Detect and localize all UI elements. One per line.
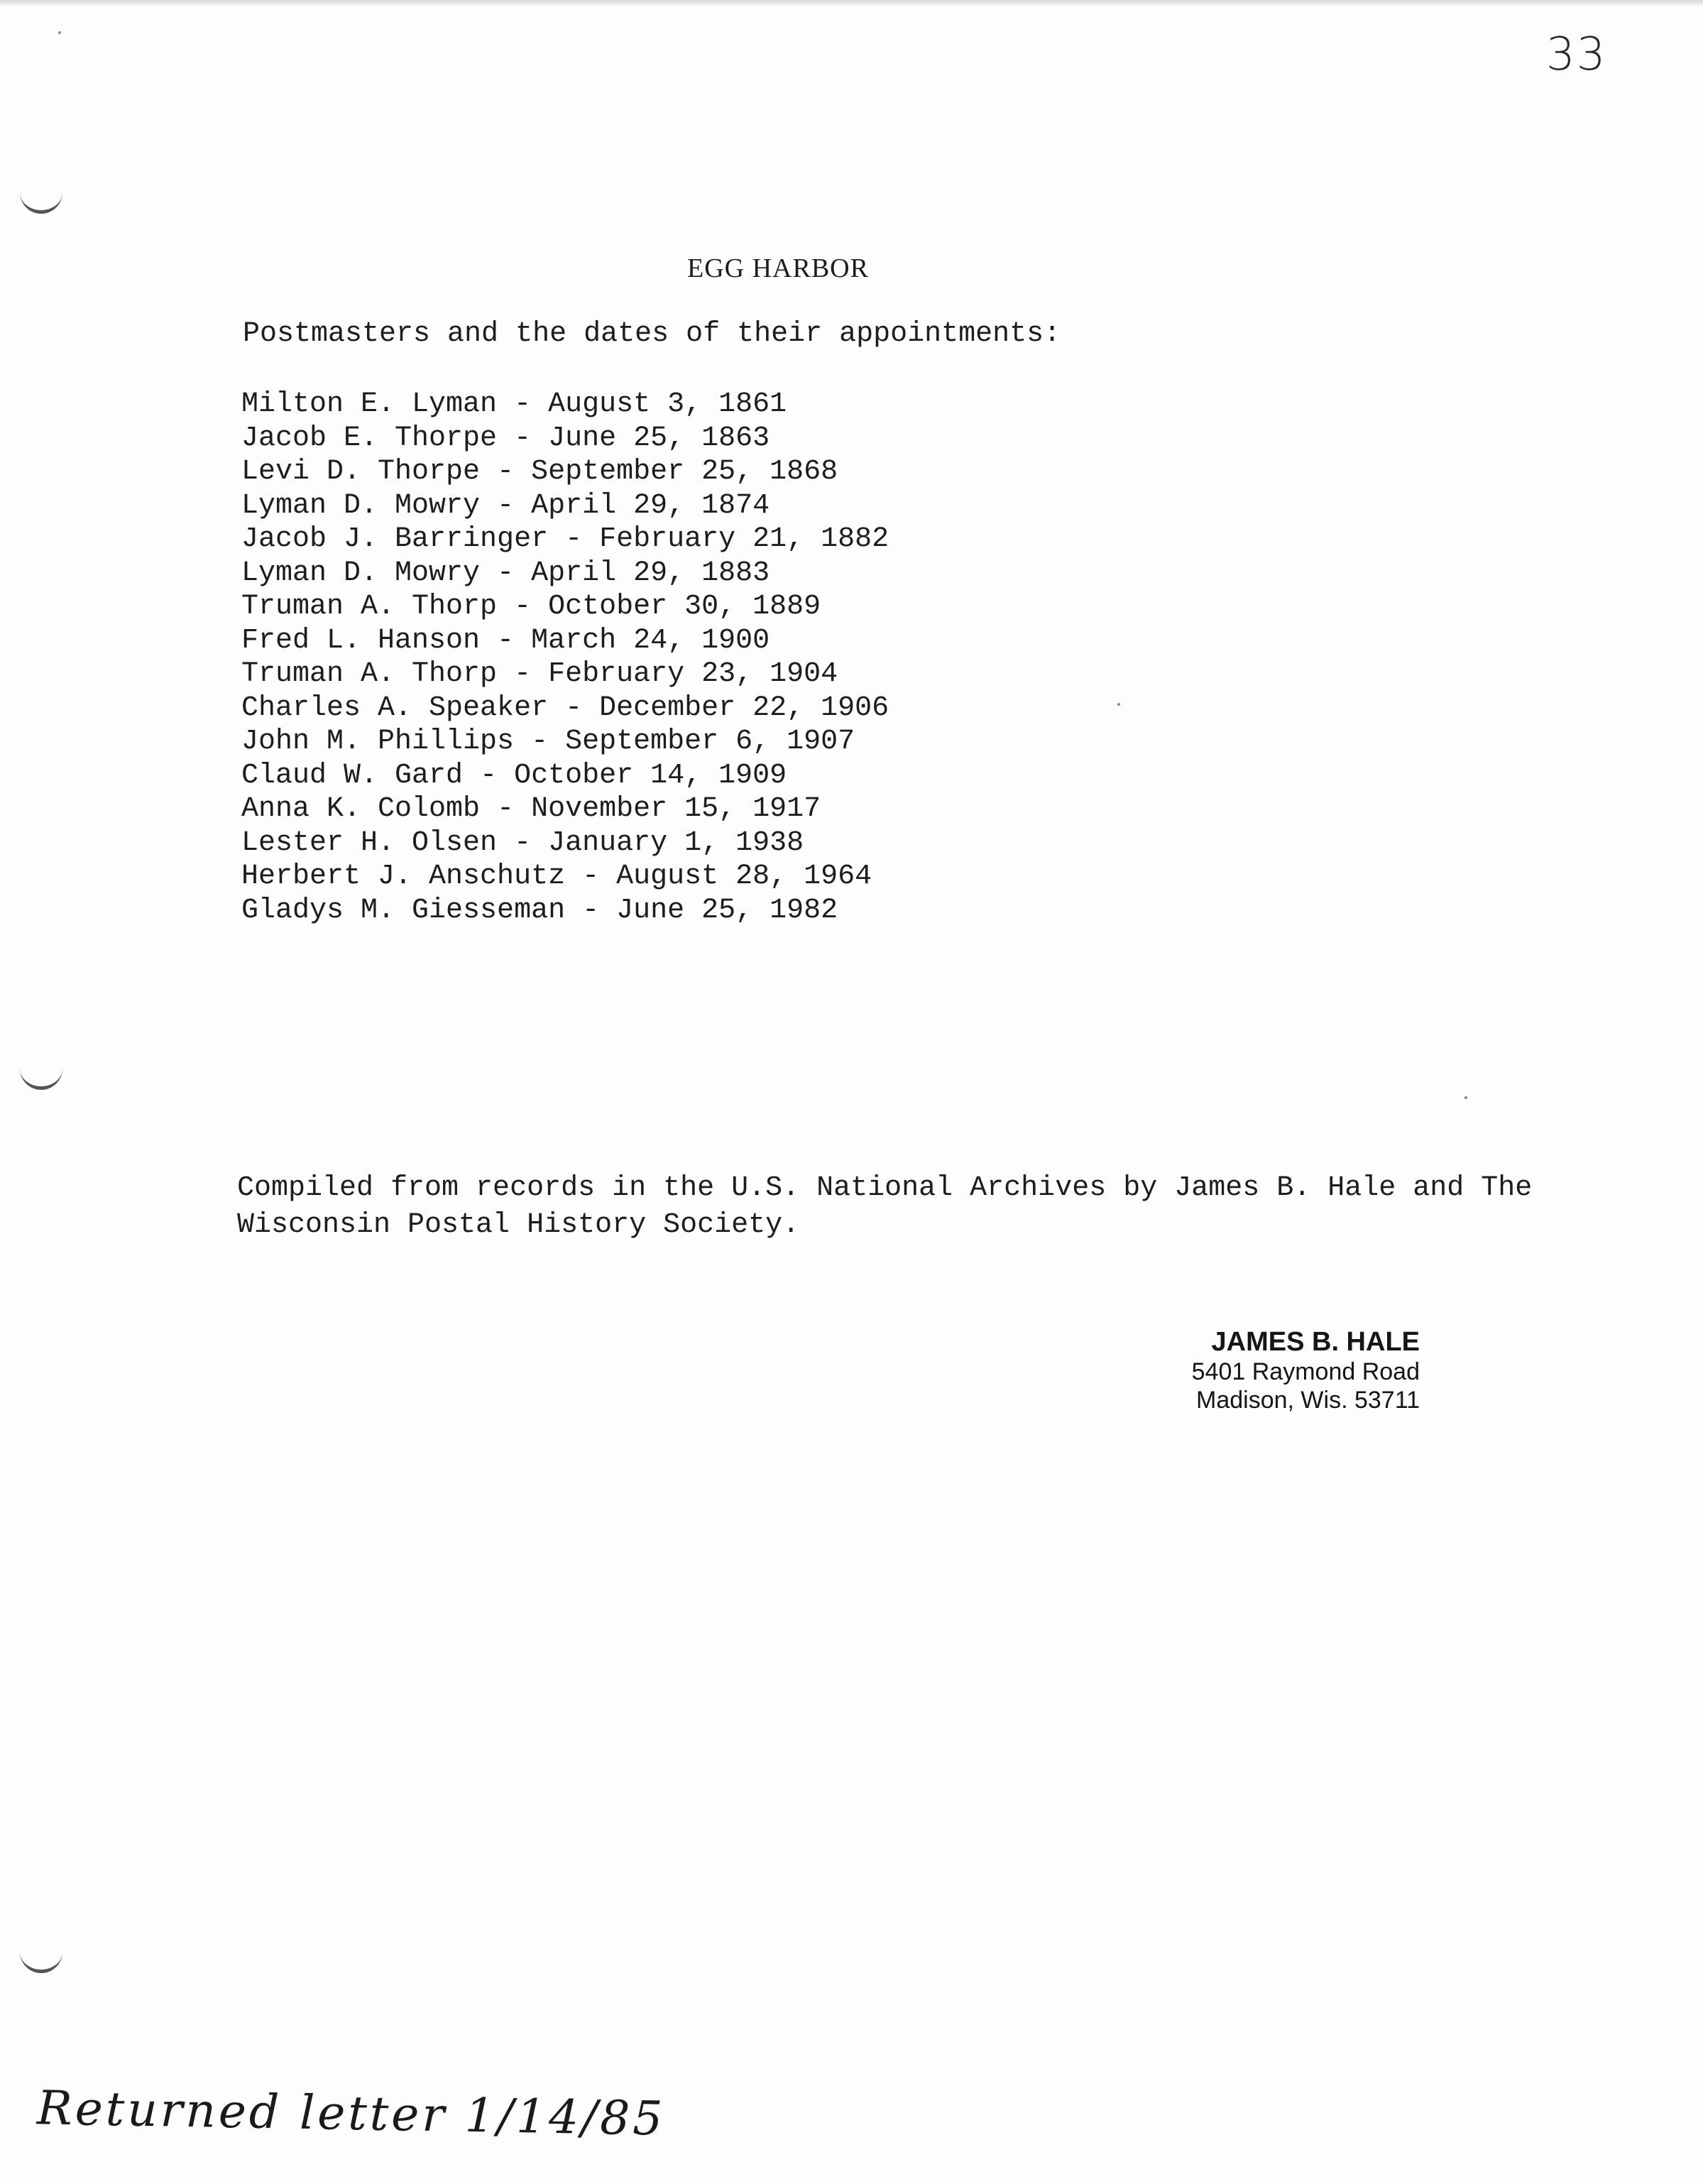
entry-separator: - xyxy=(480,557,532,589)
appointment-date: June 25, 1982 xyxy=(616,894,838,927)
entry-separator: - xyxy=(497,422,549,454)
postmaster-name: Claud W. Gard xyxy=(241,759,464,792)
postmaster-name: Lyman D. Mowry xyxy=(241,557,481,589)
entry-separator: - xyxy=(548,692,600,724)
document-title: EGG HARBOR xyxy=(687,253,869,283)
stamp-street: 5401 Raymond Road xyxy=(1191,1358,1420,1385)
compiled-note-line-1: Compiled from records in the U.S. National Archives by James B. Hale and The xyxy=(237,1172,1533,1204)
postmaster-name: Lester H. Olsen xyxy=(241,826,498,859)
entry-separator: - xyxy=(480,489,532,522)
appointment-date: February 23, 1904 xyxy=(548,658,838,690)
compiled-note-line-2: Wisconsin Postal History Society. xyxy=(237,1209,800,1241)
postmaster-entry xyxy=(241,759,889,793)
entry-separator: - xyxy=(497,826,549,859)
entry-separator: - xyxy=(497,388,549,420)
binder-hole-top xyxy=(20,186,62,214)
entry-separator: - xyxy=(463,759,515,792)
appointment-date: April 29, 1874 xyxy=(531,489,770,522)
entry-separator: - xyxy=(497,591,549,623)
appointment-date: November 15, 1917 xyxy=(531,793,821,825)
binder-hole-middle xyxy=(20,1062,62,1090)
appointment-date: December 22, 1906 xyxy=(599,692,889,724)
appointment-date: February 21, 1882 xyxy=(599,523,889,555)
postmaster-name: Herbert J. Anschutz xyxy=(241,861,566,892)
postmaster-list xyxy=(241,388,889,927)
postmaster-entry xyxy=(241,557,889,591)
entry-separator: - xyxy=(548,523,600,555)
appointment-date: October 30, 1889 xyxy=(548,591,821,623)
appointment-date: September 6, 1907 xyxy=(565,726,855,758)
postmaster-name: Jacob J. Barringer xyxy=(241,523,549,555)
postmaster-entry xyxy=(241,388,889,422)
postmaster-entry xyxy=(241,657,889,692)
handwritten-note: Returned letter 1/14/85 xyxy=(36,2080,666,2146)
postmaster-name: Truman A. Thorp xyxy=(241,658,498,690)
appointment-date: August 28, 1964 xyxy=(616,861,872,892)
appointment-date: September 25, 1868 xyxy=(531,456,838,488)
postmaster-name: Gladys M. Giesseman xyxy=(241,894,566,927)
postmaster-entry xyxy=(241,489,889,523)
entry-separator: - xyxy=(497,658,549,690)
scan-speck xyxy=(58,31,61,34)
postmaster-name: Jacob E. Thorpe xyxy=(241,422,498,454)
postmaster-name: Charles A. Speaker xyxy=(241,692,549,724)
appointment-date: October 14, 1909 xyxy=(514,759,787,792)
stamp-city: Madison, Wis. 53711 xyxy=(1196,1387,1420,1414)
entry-separator: - xyxy=(565,861,617,892)
postmaster-entry xyxy=(241,826,889,861)
stamp-name: JAMES B. HALE xyxy=(1211,1327,1420,1357)
intro-text: Postmasters and the dates of their appointments: xyxy=(243,318,1061,350)
postmaster-entry xyxy=(241,590,889,624)
postmaster-name: Anna K. Colomb xyxy=(241,793,481,825)
entry-separator: - xyxy=(480,456,532,488)
postmaster-entry xyxy=(241,894,889,928)
appointment-date: March 24, 1900 xyxy=(531,624,770,657)
postmaster-name: Fred L. Hanson xyxy=(241,624,481,657)
address-stamp xyxy=(1164,1326,1420,1414)
scan-speck xyxy=(1117,703,1120,706)
appointment-date: April 29, 1883 xyxy=(531,557,770,589)
postmaster-entry xyxy=(241,523,889,557)
postmaster-entry xyxy=(241,422,889,456)
postmaster-name: John M. Phillips xyxy=(241,726,515,758)
postmaster-entry xyxy=(241,725,889,759)
appointment-date: January 1, 1938 xyxy=(548,826,804,859)
postmaster-entry xyxy=(241,860,889,894)
postmaster-name: Lyman D. Mowry xyxy=(241,489,481,522)
postmaster-name: Levi D. Thorpe xyxy=(241,456,481,488)
compiled-note xyxy=(237,1170,1532,1244)
postmaster-name: Milton E. Lyman xyxy=(241,388,498,420)
entry-separator: - xyxy=(480,624,532,657)
entry-separator: - xyxy=(565,894,617,927)
scan-speck xyxy=(1464,1096,1467,1099)
entry-separator: - xyxy=(514,726,566,758)
entry-separator: - xyxy=(480,793,532,825)
appointment-date: August 3, 1861 xyxy=(548,388,787,420)
postmaster-entry xyxy=(241,455,889,489)
appointment-date: June 25, 1863 xyxy=(548,422,770,454)
page-number: 33 xyxy=(1546,28,1607,81)
binder-hole-bottom xyxy=(20,1945,62,1973)
postmaster-entry xyxy=(241,792,889,826)
postmaster-entry xyxy=(241,692,889,726)
postmaster-name: Truman A. Thorp xyxy=(241,591,498,623)
postmaster-entry xyxy=(241,624,889,658)
scan-top-edge xyxy=(0,0,1703,7)
